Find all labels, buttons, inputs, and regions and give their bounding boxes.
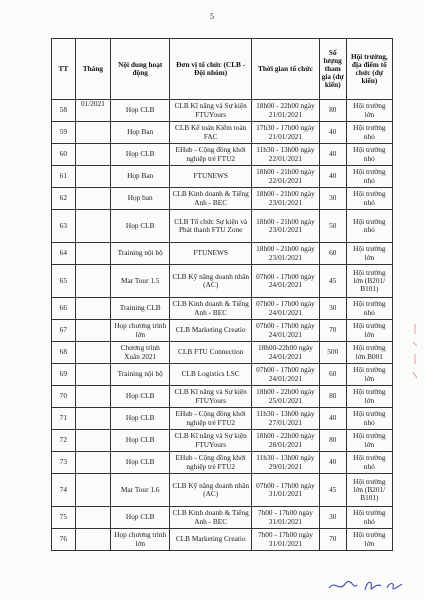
cell-time: 18h00 - 22h00 ngày 25/01/2021 [252,386,320,408]
cell-unit: CLB FTU Connection [170,342,252,364]
table-row [52,364,393,386]
table-row [52,243,393,265]
cell-unit: CLB Marketing Creatio [170,529,252,551]
cell-count: 40 [319,166,346,188]
cell-time: 7h00 - 17h00 ngày 31/01/2021 [252,507,320,529]
cell-unit: FTUNEWS [170,243,252,265]
cell-month [75,430,110,452]
table-row [52,100,393,122]
margin-annotation-image [410,320,420,400]
cell-count: 60 [319,243,346,265]
cell-count: 70 [319,320,346,342]
cell-place: Hội trường nhỏ [346,144,392,166]
cell-month [75,144,110,166]
cell-content: Họp CLB [111,144,170,166]
cell-content: Họp CLB [111,210,170,243]
cell-place: Hội trường nhỏ [346,122,392,144]
cell-unit: CLB Kĩ năng và Sự kiện FTUYours [170,100,252,122]
header-content: Nội dung hoạt động [111,39,170,100]
cell-time: 18h00 - 21h00 ngày 22/01/2021 [252,166,320,188]
cell-time: 11h30 - 13h00 ngày 27/01/2021 [252,408,320,430]
cell-time: 18h00 - 21h00 ngày 23/01/2021 [252,188,320,210]
cell-count: 40 [319,408,346,430]
cell-stt: 76 [52,529,76,551]
cell-stt: 71 [52,408,76,430]
table-row [52,122,393,144]
cell-time: 18h00 - 21h00 ngày 23/01/2021 [252,210,320,243]
cell-place: Hội trường nhỏ [346,210,392,243]
cell-month [75,265,110,298]
cell-stt: 69 [52,364,76,386]
cell-stt: 59 [52,122,76,144]
cell-unit: EHub - Cộng đồng khởi nghiệp trẻ FTU2 [170,452,252,474]
cell-stt: 61 [52,166,76,188]
cell-place: Hội trường nhỏ [346,452,392,474]
cell-stt: 68 [52,342,76,364]
cell-content: Họp Ban [111,122,170,144]
cell-content: Họp chương trình lớn [111,529,170,551]
cell-time: 07h00 - 17h00 ngày 24/01/2021 [252,320,320,342]
header-stt: TT [52,39,76,100]
cell-place: Hội trường lớn [346,364,392,386]
cell-unit: EHub - Cộng đồng khởi nghiệp trẻ FTU2 [170,144,252,166]
cell-place: Hội trường lớn (B201/ B101) [346,265,392,298]
cell-month [75,452,110,474]
cell-count: 30 [319,188,346,210]
cell-place: Hội trường lớn [346,529,392,551]
cell-count: 60 [319,364,346,386]
cell-content: Mar Tour 1.5 [111,265,170,298]
cell-content: Training nội bộ [111,364,170,386]
cell-unit: CLB Kinh doanh & Tiếng Anh - BEC [170,298,252,320]
cell-time: 18h00 - 22h00 ngày 21/01/2021 [252,100,320,122]
cell-month [75,386,110,408]
cell-stt: 75 [52,507,76,529]
cell-place: Hội trường nhỏ [346,408,392,430]
cell-place: Hội trường lớn [346,100,392,122]
signature-image [325,576,405,594]
cell-unit: CLB Kĩ năng và Sự kiện FTUYours [170,430,252,452]
cell-content: Họp ban [111,188,170,210]
cell-unit: CLB Kỹ năng doanh nhân (AC) [170,474,252,507]
cell-stt: 70 [52,386,76,408]
cell-count: 80 [319,430,346,452]
cell-month [75,320,110,342]
header-month: Tháng [75,39,110,100]
cell-content: Họp CLB [111,408,170,430]
cell-month [75,298,110,320]
cell-count: 40 [319,122,346,144]
cell-unit: CLB Kế toán Kiểm toán FAC [170,122,252,144]
cell-place: Hội trường lớn [346,386,392,408]
cell-stt: 73 [52,452,76,474]
cell-time: 11h30 - 13h00 ngày 29/01/2021 [252,452,320,474]
cell-unit: CLB Kĩ năng và Sự kiện FTUYours [170,386,252,408]
cell-place: Hội trường lớn [346,320,392,342]
cell-month [75,122,110,144]
activity-schedule-table [51,38,393,551]
cell-place: Hội trường lớn [346,243,392,265]
cell-unit: CLB Kỹ năng doanh nhân (AC) [170,265,252,298]
table-row [52,452,393,474]
cell-stt: 63 [52,210,76,243]
cell-content: Họp CLB [111,452,170,474]
cell-unit: CLB Tổ chức Sự kiện và Phát thanh FTU Zone [170,210,252,243]
table-row [52,430,393,452]
cell-time: 7h00 - 17h00 ngày 31/01/2021 [252,529,320,551]
cell-time: 11h30 - 13h00 ngày 22/01/2021 [252,144,320,166]
cell-month [75,188,110,210]
table-body [52,100,393,551]
table-row [52,188,393,210]
cell-stt: 67 [52,320,76,342]
cell-place: Hội trường nhỏ [346,507,392,529]
page-number: 5 [210,12,214,21]
table-row [52,474,393,507]
table-row [52,210,393,243]
cell-content: Họp CLB [111,386,170,408]
table-row [52,408,393,430]
cell-stt: 72 [52,430,76,452]
cell-count: 70 [319,529,346,551]
cell-content: Họp chương trình lớn [111,320,170,342]
cell-place: Hội trường lớn [346,430,392,452]
cell-content: Training CLB [111,298,170,320]
cell-content: Họp Ban [111,166,170,188]
cell-time: 07h00 - 17h00 ngày 31/01/2021 [252,474,320,507]
table-row [52,265,393,298]
cell-unit: CLB Kinh doanh & Tiếng Anh - BEC [170,507,252,529]
cell-place: Hội trường nhỏ [346,298,392,320]
cell-count: 80 [319,386,346,408]
cell-stt: 62 [52,188,76,210]
header-count: Số lượng tham gia (dự kiến) [319,39,346,100]
cell-count: 45 [319,265,346,298]
cell-time: 07h00 - 17h00 ngày 24/01/2021 [252,265,320,298]
cell-month [75,342,110,364]
cell-count: 80 [319,100,346,122]
cell-place: Hội trường nhỏ [346,166,392,188]
cell-content: Mar Tour 1.6 [111,474,170,507]
cell-month [75,243,110,265]
cell-place: Hội trường lớn (B201/ B101) [346,474,392,507]
cell-count: 500 [319,342,346,364]
cell-month: 01/2021 [75,100,110,122]
cell-count: 40 [319,144,346,166]
header-place: Hội trường, địa điểm tổ chức (dự kiến) [346,39,392,100]
table-row [52,507,393,529]
cell-count: 40 [319,452,346,474]
cell-unit: CLB Logistics LSC [170,364,252,386]
table-header-row [52,39,393,100]
cell-month [75,529,110,551]
cell-place: Hội trường nhỏ [346,188,392,210]
cell-stt: 64 [52,243,76,265]
cell-month [75,408,110,430]
cell-month [75,210,110,243]
cell-count: 30 [319,298,346,320]
cell-time: 17h30 - 17h00 ngày 21/01/2021 [252,122,320,144]
cell-unit: FTUNEWS [170,166,252,188]
cell-time: 18h00 - 22h00 ngày 28/01/2021 [252,430,320,452]
cell-count: 50 [319,210,346,243]
cell-place: Hội trường lớn B001 [346,342,392,364]
table-row [52,166,393,188]
cell-time: 18h00 - 21h00 ngày 23/01/2021 [252,243,320,265]
header-time: Thời gian tổ chức [252,39,320,100]
cell-count: 45 [319,474,346,507]
cell-stt: 58 [52,100,76,122]
cell-unit: CLB Marketing Creatio [170,320,252,342]
table-row [52,144,393,166]
cell-content: Training nội bộ [111,243,170,265]
table-row [52,529,393,551]
cell-content: Họp CLB [111,507,170,529]
cell-time: 07h00 - 17h00 ngày 24/01/2021 [252,364,320,386]
cell-stt: 65 [52,265,76,298]
table-row [52,298,393,320]
cell-month [75,507,110,529]
cell-count: 30 [319,507,346,529]
table-row [52,386,393,408]
cell-time: 07h00 - 17h00 ngày 24/01/2021 [252,298,320,320]
header-unit: Đơn vị tổ chức (CLB - Đội nhóm) [170,39,252,100]
table-row [52,320,393,342]
cell-content: Họp CLB [111,430,170,452]
cell-month [75,364,110,386]
cell-stt: 66 [52,298,76,320]
cell-month [75,166,110,188]
cell-content: Chương trình Xuân 2021 [111,342,170,364]
table-row [52,342,393,364]
cell-unit: CLB Kinh doanh & Tiếng Anh - BEC [170,188,252,210]
cell-stt: 60 [52,144,76,166]
cell-time: 18h00-22h00 ngày 24/01/2021 [252,342,320,364]
cell-content: Họp CLB [111,100,170,122]
cell-month [75,474,110,507]
cell-unit: EHub - Cộng đồng khởi nghiệp trẻ FTU2 [170,408,252,430]
cell-stt: 74 [52,474,76,507]
